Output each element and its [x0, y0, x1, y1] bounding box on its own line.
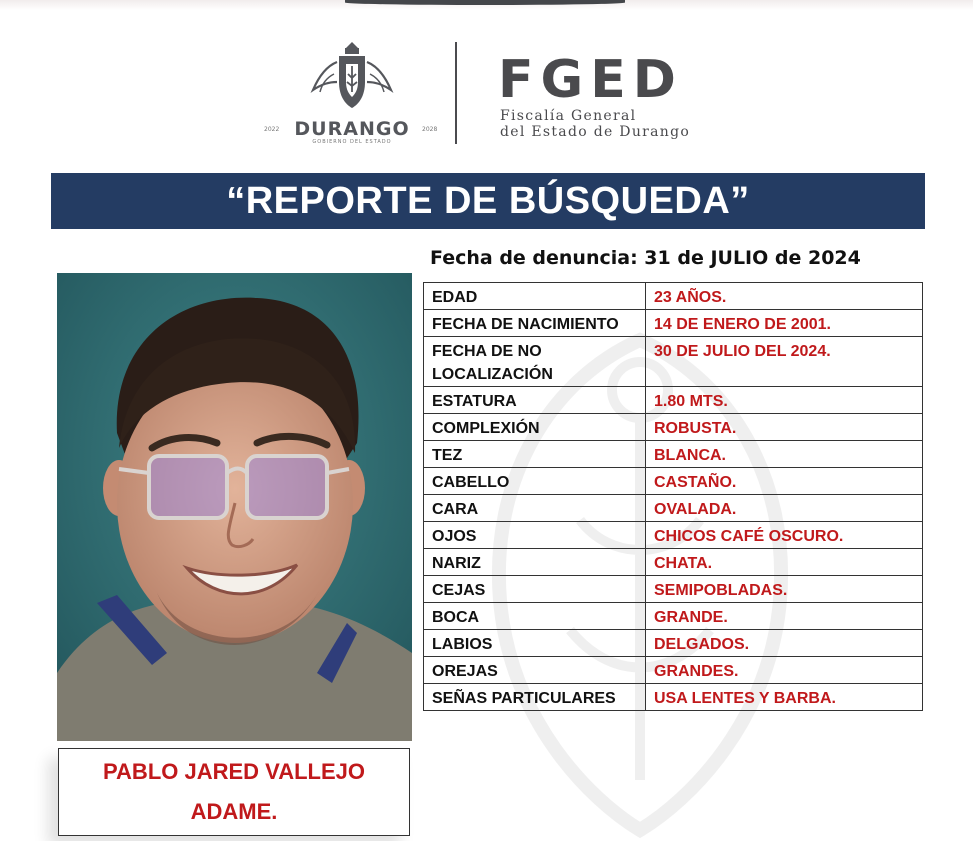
field-label: OJOS	[424, 522, 646, 549]
table-row	[424, 387, 923, 414]
table-row	[424, 337, 923, 387]
field-value: CASTAÑO.	[646, 468, 923, 495]
table-row	[424, 549, 923, 576]
field-label: ESTATURA	[424, 387, 646, 414]
field-label: FECHA DE NO LOCALIZACIÓN	[424, 337, 646, 387]
table-row	[424, 495, 923, 522]
fged-acronym: FGED	[498, 50, 683, 110]
table-row	[424, 603, 923, 630]
field-label: COMPLEXIÓN	[424, 414, 646, 441]
field-label: EDAD	[424, 283, 646, 310]
field-value: USA LENTES Y BARBA.	[646, 684, 923, 711]
field-value: OVALADA.	[646, 495, 923, 522]
table-row	[424, 283, 923, 310]
fged-name-line2: del Estado de Durango	[500, 124, 691, 140]
field-label: TEZ	[424, 441, 646, 468]
table-row	[424, 684, 923, 711]
field-label: NARIZ	[424, 549, 646, 576]
field-value: 14 DE ENERO DE 2001.	[646, 310, 923, 337]
field-label: FECHA DE NACIMIENTO	[424, 310, 646, 337]
table-row	[424, 522, 923, 549]
years-right: 2028	[422, 126, 438, 133]
field-label: OREJAS	[424, 657, 646, 684]
table-row	[424, 576, 923, 603]
field-label: CARA	[424, 495, 646, 522]
field-value: GRANDE.	[646, 603, 923, 630]
field-value: SEMIPOBLADAS.	[646, 576, 923, 603]
field-label: CABELLO	[424, 468, 646, 495]
person-name-box	[58, 748, 410, 836]
field-value: BLANCA.	[646, 441, 923, 468]
table-row	[424, 468, 923, 495]
description-table	[423, 282, 923, 711]
field-value: GRANDES.	[646, 657, 923, 684]
logo-divider	[455, 42, 457, 144]
person-name-line1: PABLO JARED VALLEJO	[103, 759, 365, 784]
field-label: LABIOS	[424, 630, 646, 657]
field-label: CEJAS	[424, 576, 646, 603]
years-left: 2022	[264, 126, 280, 133]
field-value: 23 AÑOS.	[646, 283, 923, 310]
table-row	[424, 310, 923, 337]
report-title: “REPORTE DE BÚSQUEDA”	[226, 179, 750, 222]
field-value: CHATA.	[646, 549, 923, 576]
field-label: SEÑAS PARTICULARES	[424, 684, 646, 711]
portrait-illustration	[57, 273, 412, 741]
durango-logo	[262, 40, 442, 148]
table-row	[424, 441, 923, 468]
table-row	[424, 657, 923, 684]
person-name-line2: ADAME.	[190, 799, 278, 824]
top-ornament	[345, 0, 625, 5]
field-value: DELGADOS.	[646, 630, 923, 657]
report-banner	[51, 173, 925, 229]
fged-name-line1: Fiscalía General	[500, 108, 637, 124]
field-value: ROBUSTA.	[646, 414, 923, 441]
field-value: 30 DE JULIO DEL 2024.	[646, 337, 923, 387]
durango-wordmark: DURANGO	[294, 118, 410, 140]
missing-person-photo	[57, 273, 412, 741]
table-row	[424, 630, 923, 657]
field-value: CHICOS CAFÉ OSCURO.	[646, 522, 923, 549]
field-label: BOCA	[424, 603, 646, 630]
table-row	[424, 414, 923, 441]
durango-subtitle: GOBIERNO DEL ESTADO	[312, 139, 392, 145]
field-value: 1.80 MTS.	[646, 387, 923, 414]
fecha-denuncia: Fecha de denuncia: 31 de JULIO de 2024	[430, 247, 861, 269]
durango-crest-icon	[310, 40, 394, 116]
